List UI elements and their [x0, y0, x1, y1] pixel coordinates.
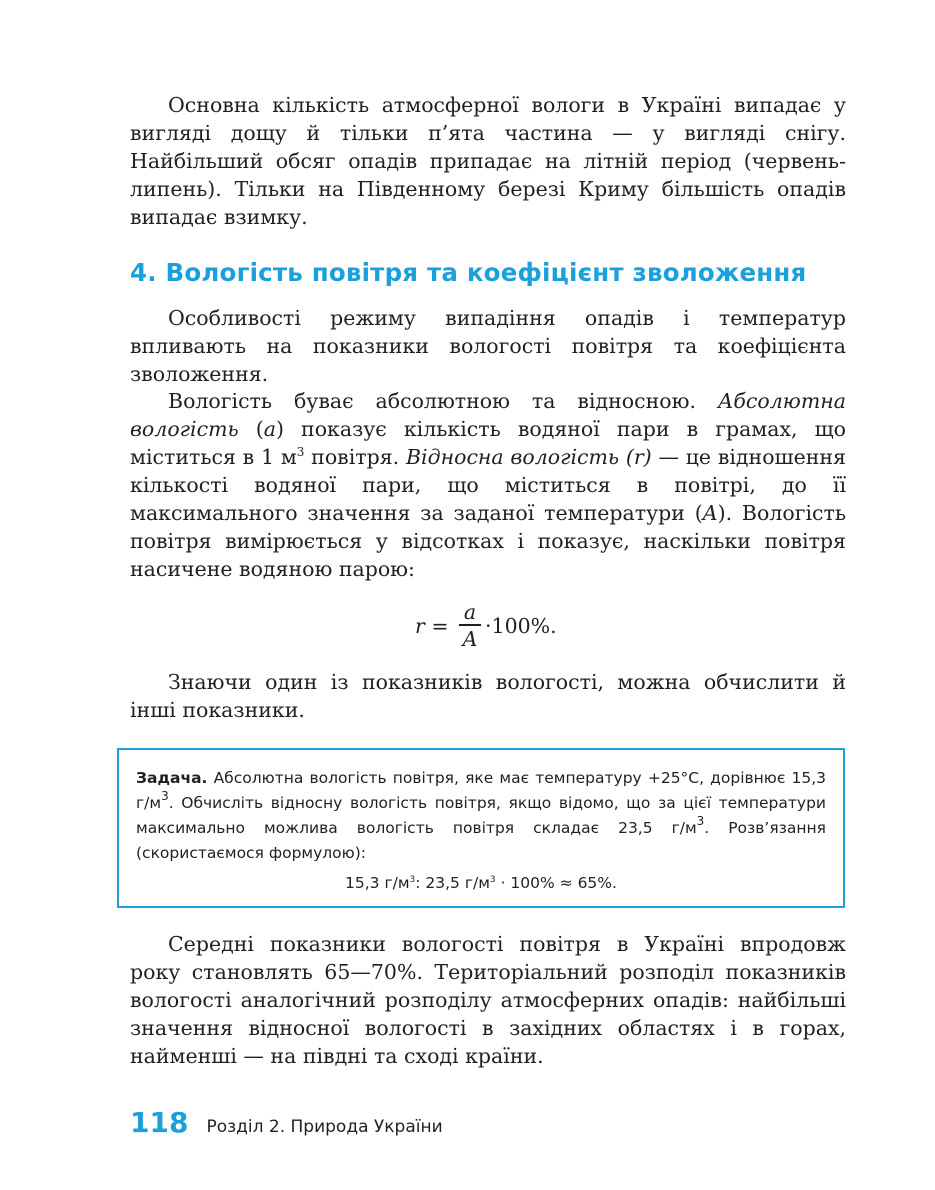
term-relative-humidity: Відносна вологість (r)	[405, 445, 652, 469]
page-footer	[130, 1106, 443, 1139]
page-number: 118	[130, 1106, 189, 1139]
relative-humidity-formula: r = $\frac{a}{A}$ ·100%.	[415, 600, 557, 651]
paragraph-features: Особливості режиму випадіння опадів і температур впливають на показники вологості повітря та коефіцієнта зволоження.	[130, 306, 846, 386]
paragraph-average-humidity: Середні показники вологості повітря в Україні впродовж року становлять 65—70%. Територіальний розподіл показників вологості аналогічний розподілу атмосферних опадів: найбільші значення відносної вологості в західних областях і в горах, найменші — на півдні та сході країни.	[130, 932, 846, 1068]
task-calculation: 15,3 $г/м^3$: 23,5 $г/м^3 \cdot 100\% \approx 65\%$.	[345, 874, 617, 892]
task-text: Задача. Абсолютна вологість повітря, яке має температуру +25°С, дорівнює 15,3 $г/м^3$. Обчисліть відносну вологість повітря, якщо відомо, що за цієї температури максимально можлива вологість повітря складає 23,5 $г/м^3$. Розв’язання (скористаємося формулою):	[136, 769, 826, 862]
formula-fraction: $\frac{a}{A}$	[459, 600, 481, 651]
task-box	[117, 748, 845, 908]
task-label: Задача.	[136, 769, 208, 787]
paragraph-calculation-note: Знаючи один із показників вологості, можна обчислити й інші показники.	[130, 670, 846, 722]
paragraph-precipitation: Основна кількість атмосферної вологи в Україні випадає у вигляді дощу й тільки п’ята частина — у вигляді снігу. Найбільший обсяг опадів припадає на літній період (червень-липень). Тільки на Південному березі Криму більшість опадів випадає взимку.	[130, 93, 846, 229]
paragraph-humidity-definitions: Вологість буває абсолютною та відносною. Абсолютна вологість (а) показує кількість водяної пари в грамах, що міститься в 1 $м^3$ повітря. Відносна вологість (r) — це відношення кількості водяної пари, що міститься в повітрі, до її максимального значення за заданої температури (A). Вологість повітря вимірюється у відсотках і показує, наскільки повітря насичене водяною парою:	[130, 389, 846, 581]
section-heading: 4. Вологість повітря та коефіцієнт зволоження	[130, 258, 807, 287]
chapter-title: Розділ 2. Природа України	[206, 1117, 443, 1137]
term-absolute-humidity: Абсолютна вологість	[130, 389, 846, 441]
